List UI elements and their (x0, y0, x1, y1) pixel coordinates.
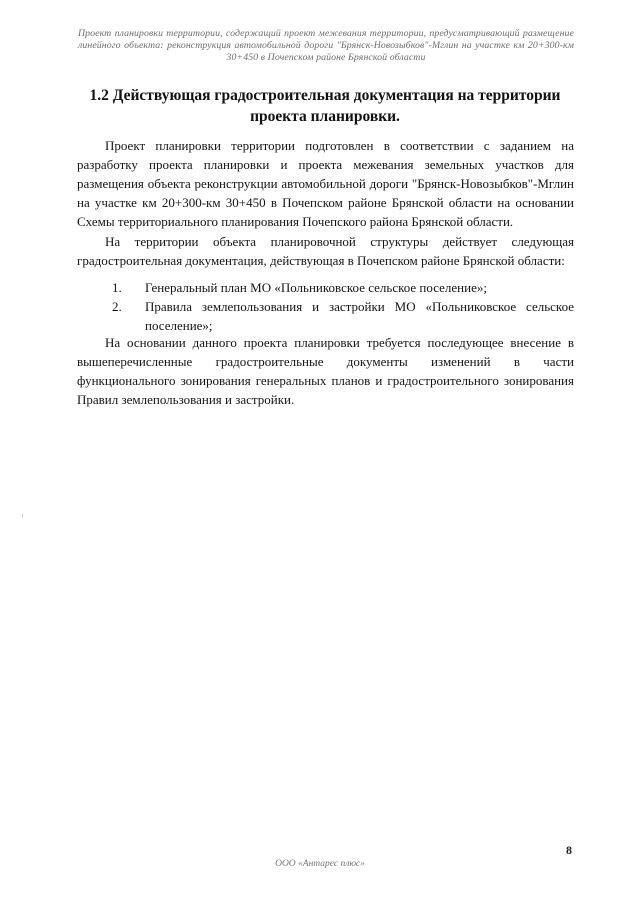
list-item-text: Правила землепользования и застройки МО «Польниковское сельское поселение»; (145, 299, 574, 333)
paragraph-changes: На основании данного проекта планировки требуется последующее внесение в вышеперечисленные градостроительные документы изменений в части функционального зонирования генеральных планов и градостроительного зонирования Правил землепользования и застройки. (77, 335, 574, 407)
paragraph-basis: Проект планировки территории подготовлен в соответствии с заданием на разработку проекта планировки и проекта межевания земельных участков для размещения объекта реконструкции автомобильной дороги "Брянск-Новозыбков"-Мглин на участке км 20+300-км 30+450 в Почепском районе Брянской области на основании Схемы территориального планирования Почепского района Брянской области. (77, 138, 574, 229)
page-number: 8 (566, 843, 572, 857)
scan-artifact (22, 514, 23, 517)
list-item (112, 297, 574, 335)
list-item (112, 278, 574, 297)
list-item-number: 2. (112, 299, 122, 314)
running-footer: ООО «Антарес плюс» (275, 859, 365, 869)
list-item-text: Генеральный план МО «Польниковское сельское поселение»; (145, 280, 487, 295)
section-heading: 1.2 Действующая градостроительная документация на территории проекта планировки. (89, 87, 561, 125)
running-header: Проект планировки территории, содержащий проект межевания территории, предусматривающий размещение линейного объекта: реконструкция автомобильной дороги "Брянск-Новозыбков"-Мглин на участке км 20+300-км 30+450 в Почепском районе Брянской области (78, 28, 574, 63)
documentation-list (112, 278, 574, 335)
list-item-number: 1. (112, 280, 122, 295)
paragraph-documentation: На территории объекта планировочной структуры действует следующая градостроительная документация, действующая в Почепском районе Брянской области: (77, 234, 574, 268)
